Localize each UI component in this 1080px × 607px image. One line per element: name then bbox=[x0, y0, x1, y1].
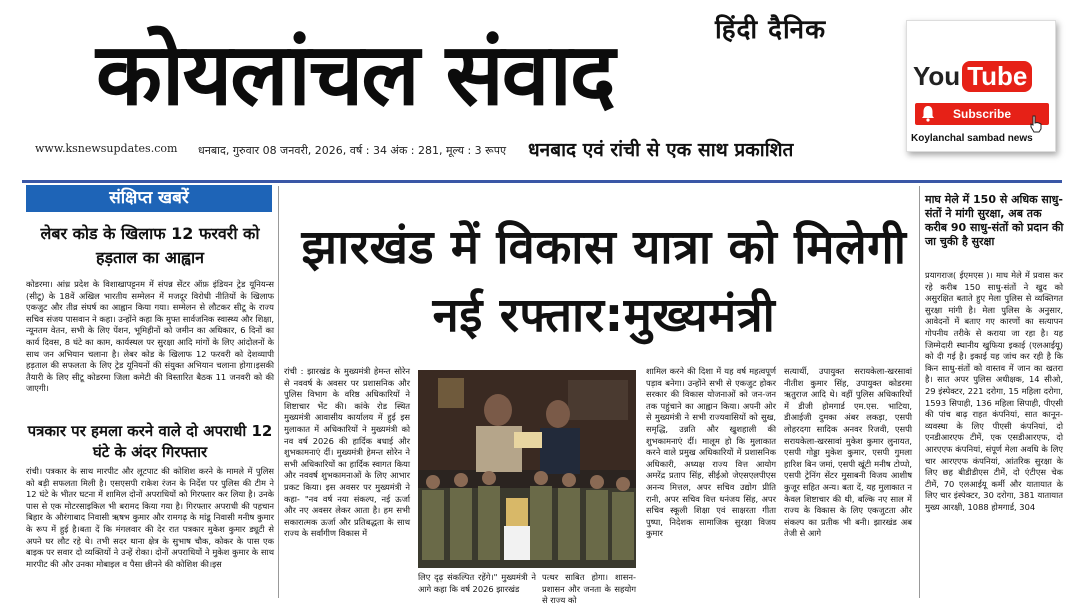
column-divider bbox=[278, 186, 279, 598]
youtube-logo-icon bbox=[913, 57, 1032, 95]
brief2-body: रांची। पत्रकार के साथ मारपीट और लूटपाट की कोशिश करने के मामले में पुलिस को बड़ी सफलता मिली है। एसएसपी राकेश रंजन के निर्देश पर पुलिस की टीम ने 12 घंटे के भीतर घटना में शामिल दोनों अपराधियों को गिरफ्तार कर लिया है। उनके पास से एक मोटरसाइकिल भी बरामद किया गया है। गिरफ्तार अपराधी की पहचान बिहार के औरंगाबाद निवासी ऋषभ कुमार और रामगढ़ के मांडू निवासी मनीष कुमार के रूप में हुई है।बता दें कि मंगलवार की देर रात पत्रकार मुकेश कुमार ड्यूटी से अपने घर लौट रहे थे। तभी सदर थाना क्षेत्र के सुभाष चौक, कोकर के पास एक बाइक पर सवार दो व्यक्तियों ने उन्हें रोका। दोनों अपराधियों ने मुकेश कुमार के साथ मारपीट की और उनका मोबाइल व पैसा छीनने की कोशिश की।इस bbox=[26, 466, 274, 569]
masthead-tagline: हिंदी दैनिक bbox=[715, 15, 827, 45]
sidebar-body: प्रयागराज( ईएमएस )। माघ मेले में प्रवास कर रहे करीब 150 साधु-संतों ने खुद को असुरक्षित बताते हुए मेला पुलिस से व्यक्तिगत सुरक्षा मांगी है। मेला पुलिस के अनुसार, आवेदनों में बताए गए कारणों का सत्यापन गोपनीय तरीके से कराया जा रहा है। यह जिम्मेदारी स्थानीय खुफिया इकाई (एलआईयू) को दी गई है। इकाई यह जांच कर रही है कि किन साधु-संतों को वास्तव में जान का खतरा है। सात अपर पुलिस अधीक्षक, 14 सीओ, 29 इंस्पेक्टर, 221 दरोगा, 15 महिला दरोगा, 1593 सिपाही, 136 महिला सिपाही, पीएसी की पांच बाढ़ राहत कंपनियां, सात कानून-व्यवस्था के लिए पीएसी कंपनियां, दो एनडीआरएफ टीमें, एक एसडीआरएफ, दो आरएएफ कंपनियां, संपूर्ण मेला अवधि के लिए चार आरएएफ कंपनियां, आंतरिक सुरक्षा के लिए छह बीडीडीएस टीमें, दो एंटीएस चेक टीमें, 70 एलआईयू कर्मी और यातायात के लिए चार इंस्पेक्टर, 30 दरोगा, 381 यातायात मुख्य आरक्षी, 1088 होमगार्ड, 304 bbox=[925, 270, 1063, 512]
hand-cursor-icon bbox=[1029, 115, 1043, 133]
brief2-headline: पत्रकार पर हमला करने वाले दो अपराधी 12 घंटे के अंदर गिरफ्तार bbox=[27, 422, 273, 461]
newspaper-title: कोयलांचल संवाद bbox=[96, 25, 614, 125]
main-story-photo-caption-right: पत्थर साबित होगा। शासन-प्रशासन और जनता के सहयोग से राज्य को bbox=[542, 572, 636, 606]
masthead bbox=[0, 0, 1080, 182]
brief1-body: कोडरमा। आंध्र प्रदेश के विशाखापट्टनम में संपन्न सेंटर ऑफ़ इंडियन ट्रेड यूनियन्स (सीटू) के 18वें अखिल भारतीय सम्मेलन में मजदूर विरोधी नीतियों के खिलाफ एकजुट और तीव्र संघर्ष का आह्वान किया गया। सम्मेलन से लौटकर सीटू के राज्य सचिव संजय पासवान ने कहा। उन्होंने कहा कि मुफ्त सार्वजनिक स्वास्थ्य और शिक्षा, न्यूनतम वेतन, सभी के लिए पेंशन, भूमिहीनों को जमीन का अधिकार, 6 दिनों का कार्य दिवस, 8 घंटे का काम, कार्यस्थल पर सुरक्षा आदि मांगों के लिए आंदोलनों के साथ जन अभियान चलाना है। लेबर कोड के खिलाफ 12 फरवरी को देशव्यापी हड़ताल की सफलता के लिए ट्रेड यूनियनों की संयुक्त अभियान चलाना होगा।इसकी तैयारी के लिए सीटू कोडरमा जिला कमेटी की विस्तारित बैठक 11 जनवरी को की जाएगी। bbox=[26, 279, 274, 394]
main-headline: झारखंड में विकास यात्रा को मिलेगी नई रफ्तार:मुख्यमंत्री bbox=[301, 220, 907, 343]
brief1-headline: लेबर कोड के खिलाफ 12 फरवरी को हड़ताल का आह्वान bbox=[40, 224, 260, 267]
sidebar-headline: माघ मेले में 150 से अधिक साधु-संतों ने मांगी सुरक्षा, अब तक करीब 90 साधु-संतों को प्रदान की जा चुकी है सुरक्षा bbox=[925, 193, 1064, 248]
main-story-col1: रांची : झारखंड के मुख्यमंत्री हेमन्त सोरेन से नववर्ष के अवसर पर प्रशासनिक और पुलिस विभाग के वरिष्ठ अधिकारियों ने शिष्टाचार भेंट की। कांके रोड स्थित मुख्यमंत्री आवासीय कार्यालय में हुई इस मुलाकात में अधिकारियों ने मुख्यमंत्री को नव वर्ष 2026 की हार्दिक बधाई और शुभकामनाएं दीं। मुख्यमंत्री हेमन्त सोरेन ने सभी अधिकारियों का हार्दिक स्वागत किया और नववर्ष शुभकामनाओं के लिए आभार प्रकट किया। इस अवसर पर मुख्यमंत्री ने कहा- "नव वर्ष नया संकल्प, नई ऊर्जा और नए अवसर लेकर आता है। हम सभी सकारात्मक ऊर्जा और प्रतिबद्धता के साथ राज्य के सर्वांगीण विकास में bbox=[284, 366, 410, 539]
bell-icon bbox=[921, 105, 935, 122]
website-link[interactable]: www.ksnewsupdates.com bbox=[35, 142, 178, 155]
subscribe-button[interactable]: Subscribe bbox=[915, 103, 1049, 125]
main-story-col3: सत्यार्थी, उपायुक्त सरायकेला-खरसावां नीतीश कुमार सिंह, उपायुक्त कोडरमा ऋतुराज आदि थे। वहीं पुलिस अधिकारियों में डीजी होमगार्ड एम.एस. भाटिया, डीआईजी दुमका अंबर लकड़ा, एसपी लोहरदगा सादिक अनवर रिजवी, एसपी सरायकेला-खरसावां मुकेश कुमार लुनायत, एसपी गोड्डा मुकेश कुमार, एसपी गुमला हारिश बिन जमां, एसपी खूंटी मनीष टोप्पो, एसपी ट्रेनिंग सेंटर मुसाबनी विजय आशीष कुजूर सहित अन्य। बता दें, यह मुलाकात न केवल शिष्टाचार की थी, बल्कि नए साल में राज्य के विकास के लिए एकजुटता और संकल्प का प्रतीक भी बनी। झारखंड अब तेजी से आगे bbox=[784, 366, 912, 539]
main-story-photo-caption-left: लिए दृढ़ संकल्पित रहेंगे।" मुख्यमंत्री ने आगे कहा कि वर्ष 2026 झारखंड bbox=[418, 572, 536, 594]
main-story-col2: शामिल करने की दिशा में यह वर्ष महत्वपूर्ण पड़ाव बनेगा। उन्होंने सभी से एकजुट होकर सरकार की विकास योजनाओं को जन-जन तक पहुंचाने का आह्वान किया। अपनी ओर से मुख्यमंत्री ने सभी राज्यवासियों को सुख, समृद्धि, उन्नति और खुशहाली की शुभकामनाएं दीं। मालूम हो कि मुलाकात करने वाले प्रमुख अधिकारियों में प्रशासनिक अधिकारी, अध्यक्ष राज्य वित्त आयोग अमरेंद्र प्रताप सिंह, सीईओ जेएसएलपीएस अनन्य मित्तल, अपर सचिव उद्योग प्रीति रानी, अपर सचिव वित्त धनंजय सिंह, अपर सचिव स्कूली शिक्षा एवं साक्षरता गीता पुष्पा, निदेशक सामाजिक सुरक्षा विजय कुमार bbox=[646, 366, 776, 539]
brief-news-section-title: संक्षिप्त खबरें bbox=[26, 185, 272, 212]
photo-illustration bbox=[418, 370, 636, 568]
publication-cities: धनबाद एवं रांची से एक साथ प्रकाशित bbox=[528, 139, 794, 161]
top-divider bbox=[22, 180, 1062, 183]
youtube-subscribe-banner[interactable] bbox=[906, 20, 1056, 152]
youtube-logo-you: You bbox=[913, 60, 961, 91]
cm-meeting-photo bbox=[418, 370, 636, 568]
youtube-logo-tube: Tube bbox=[962, 61, 1032, 92]
channel-name: Koylanchal sambad news bbox=[911, 133, 1033, 144]
dateline: धनबाद, गुरुवार 08 जनवरी, 2026, वर्ष : 34 अंक : 281, मूल्य : 3 रूपए bbox=[198, 144, 507, 157]
